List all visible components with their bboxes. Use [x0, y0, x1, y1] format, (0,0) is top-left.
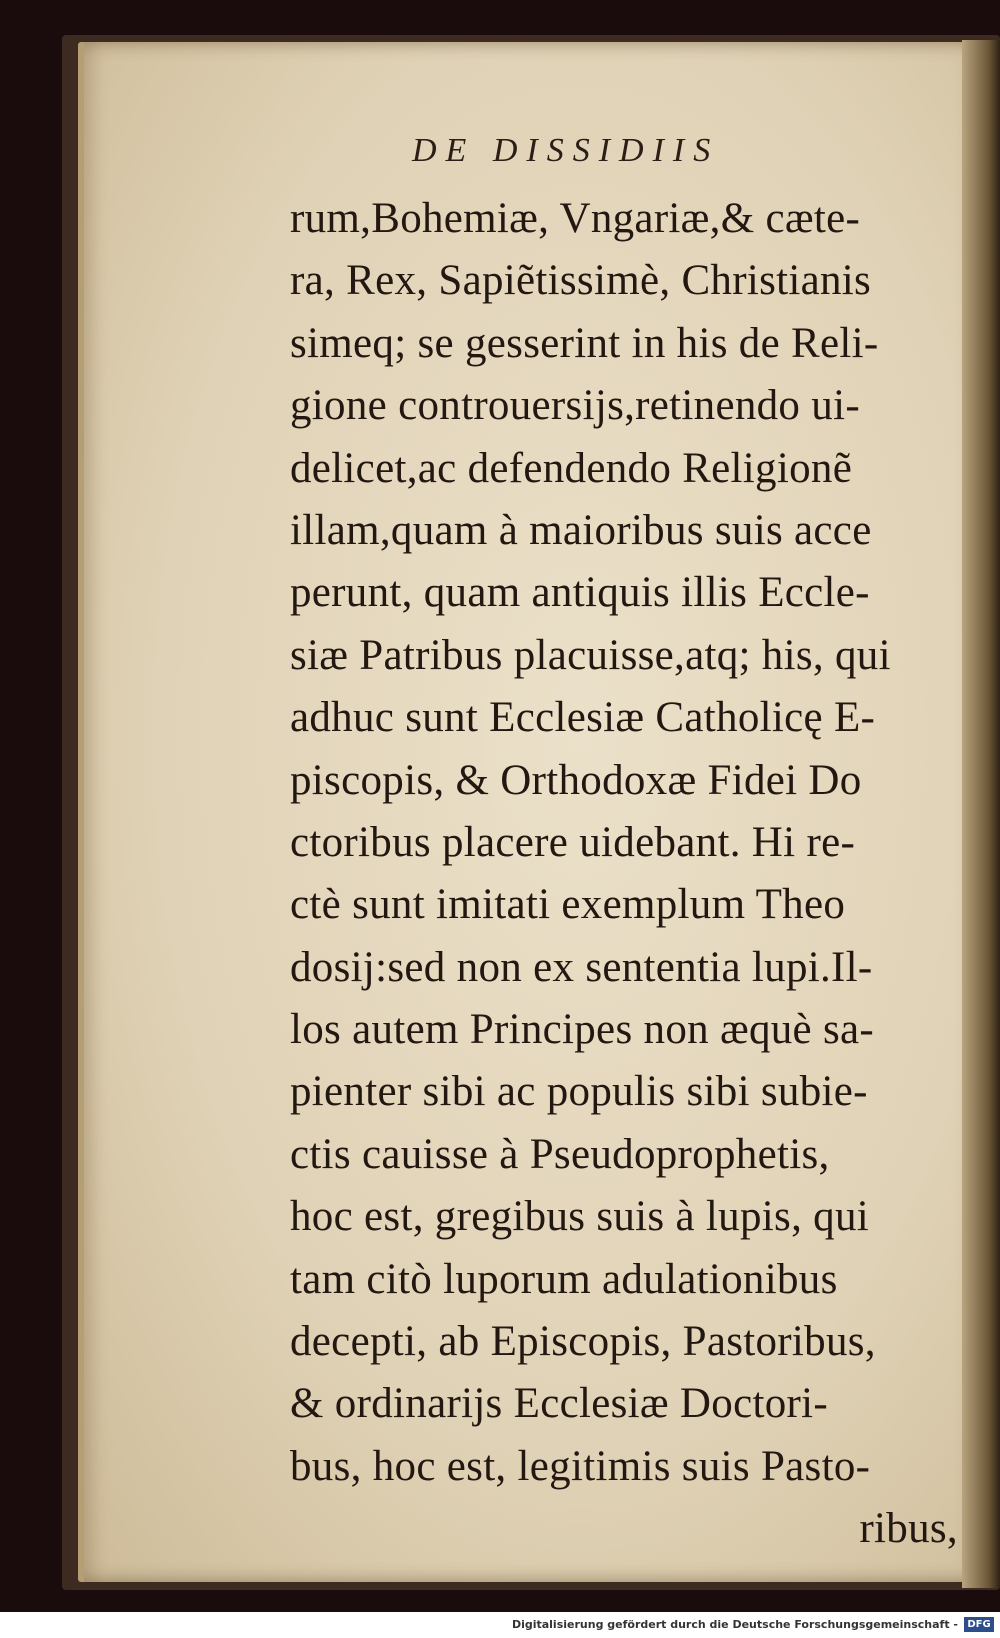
text-line: ra, Rex, Sapiẽtissimè, Christianis: [290, 257, 872, 305]
text-line: delicet,ac defendendo Religionẽ: [290, 444, 853, 492]
catchword: ribus,: [859, 1505, 958, 1553]
text-line: los autem Principes non æquè sa-: [290, 1006, 875, 1054]
text-line: ctè sunt imitati exemplum Theo: [290, 881, 846, 929]
funding-notice: Digitalisierung gefördert durch die Deutsche Forschungsgemeinschaft -: [511, 1618, 958, 1631]
text-line: pienter sibi ac populis sibi subie-: [290, 1068, 868, 1116]
text-line: dosij:sed non ex sententia lupi.Il-: [290, 943, 873, 991]
text-line: simeq; se gesserint in his de Reli-: [290, 319, 879, 367]
text-line: piscopis, & Orthodoxæ Fidei Do: [290, 756, 862, 804]
text-line: & ordinarijs Ecclesiæ Doctori-: [290, 1380, 828, 1428]
text-line: tam citò luporum adulationibus: [290, 1255, 838, 1303]
text-line: ctoribus placere uidebant. Hi re-: [290, 818, 856, 866]
footer: [0, 1614, 1000, 1638]
text-line: hoc est, gregibus suis à lupis, qui: [290, 1193, 870, 1241]
text-line: ctis cauisse à Pseudoprophetis,: [290, 1130, 830, 1178]
text-line: gione controuersijs,retinendo ui-: [290, 382, 860, 430]
dfg-logo: DFG: [964, 1617, 994, 1632]
text-line: rum,Bohemiæ, Vngariæ,& cæte-: [290, 195, 861, 242]
text-line: perunt, quam antiquis illis Eccle-: [290, 569, 870, 617]
text-line: illam,quam à maioribus suis acce: [290, 506, 872, 554]
text-block: [290, 188, 970, 1561]
text-line: adhuc sunt Ecclesiæ Catholicę E-: [290, 694, 876, 742]
text-line: siæ Patribus placuisse,atq; his, qui: [290, 631, 891, 679]
running-head: DE DISSIDIIS: [412, 132, 720, 169]
text-line: decepti, ab Episcopis, Pastoribus,: [290, 1318, 876, 1366]
text-line: bus, hoc est, legitimis suis Pasto-: [290, 1442, 871, 1490]
